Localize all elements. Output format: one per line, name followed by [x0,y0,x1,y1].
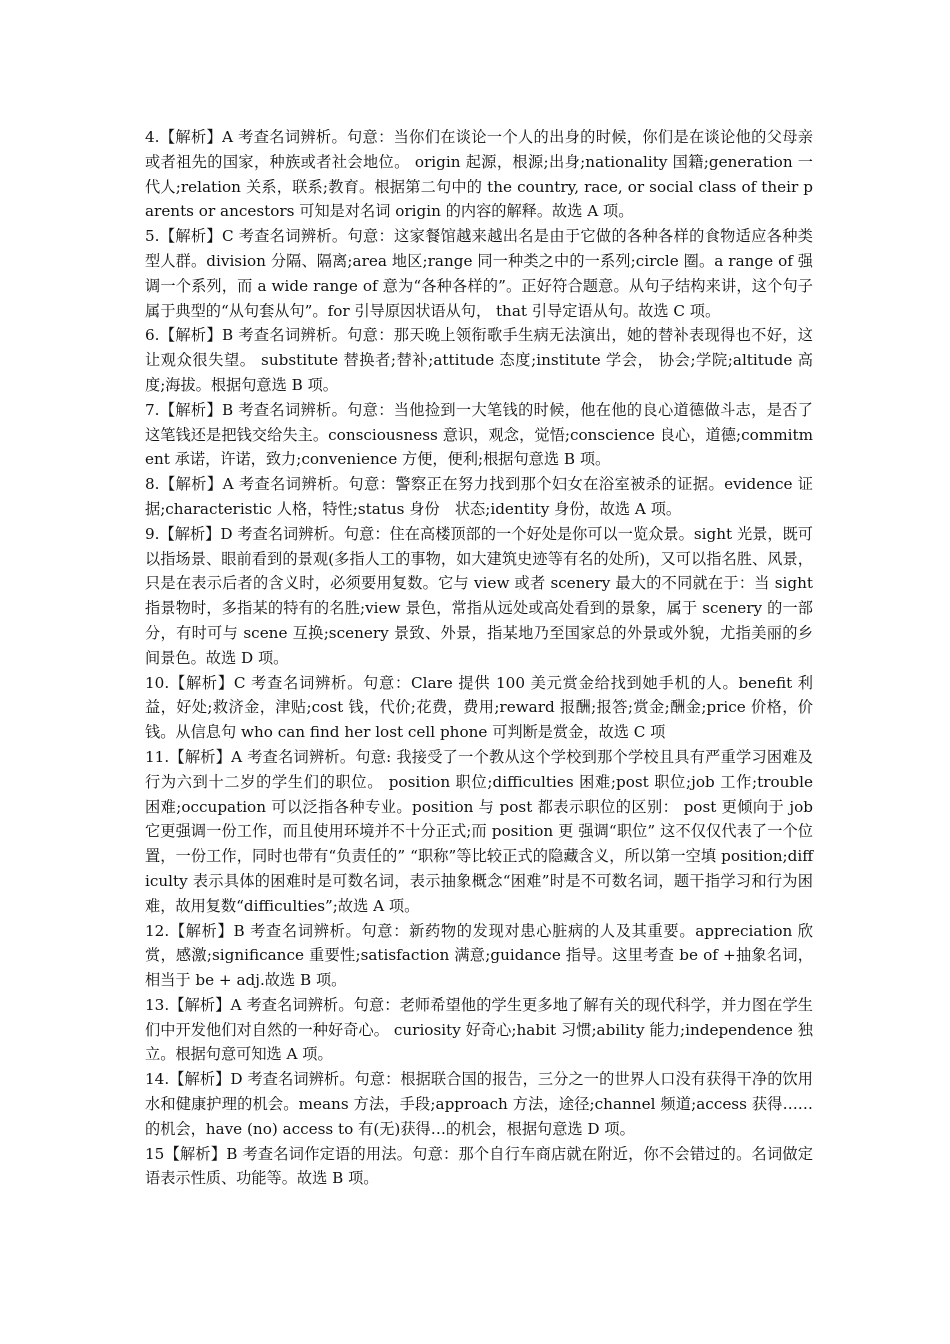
explanation-item-4: 4.【解析】A 考查名词辨析。句意：当你们在谈论一个人的出身的时候，你们是在谈论他的父母亲或者祖先的国家，种族或者社会地位。 origin 起源，根源;出身;nationality 国籍;generation 一代人;relation 关系，联系;教育。根据第二句中的 the country, race, or social class of their parents or ancestors 可知是对名词 origin 的内容的解释。故选 A 项。 [145,128,813,221]
explanation-item-10: 10.【解析】C 考查名词辨析。句意：Clare 提供 100 美元赏金给找到她手机的人。benefit 利益，好处;救济金，津贴;cost 钱，代价;花费，费用;reward 报酬;报答;赏金;酬金;price 价格，价钱。从信息句 who can find her lost cell phone 可判断是赏金，故选 C 项 [145,673,813,742]
explanation-item-15: 15【解析】B 考查名词作定语的用法。句意：那个自行车商店就在附近，你不会错过的。名词做定语表示性质、功能等。故选 B 项。 [145,1144,813,1188]
explanation-item-5: 5.【解析】C 考查名词辨析。句意：这家餐馆越来越出名是由于它做的各种各样的食物适应各种类型人群。division 分隔、隔离;area 地区;range 同一种类之中的一系列;circle 圈。a range of 强调一个系列，而 a wide range of 意为“各种各样的”。正好符合题意。从句子结构来讲，这个句子属于典型的“从句套从句”。for 引导原因状语从句， that 引导定语从句。故选 C 项。 [145,227,813,320]
explanation-item-11: 11.【解析】A 考查名词辨析。句意: 我接受了一个教从这个学校到那个学校且具有严重学习困难及行为六到十二岁的学生们的职位。 position 职位;difficulties 困难;post 职位;job 工作;trouble 困难;occupation 可以泛指各种专业。position 与 post 都表示职位的区别： post 更倾向于 job 它更强调一份工作，而且使用环境并不十分正式;而 position 更 强调“职位” 这不仅仅代表了一个位置，一份工作，同时也带有“负责任的” “职称”等比较正式的隐藏含义，所以第一空填 position;difficulty 表示具体的困难时是可数名词，表示抽象概念“困难”时是不可数名词，题干指学习和行为困难，故用复数“difficulties”;故选 A 项。 [145,747,813,915]
explanation-item-13: 13.【解析】A 考查名词辨析。句意：老师希望他的学生更多地了解有关的现代科学，并力图在学生们中开发他们对自然的一种好奇心。 curiosity 好奇心;habit 习惯;ability 能力;independence 独立。根据句意可知选 A 项。 [145,995,813,1064]
answer-explanations [145,125,813,1191]
explanation-item-9: 9.【解析】D 考查名词辨析。句意：住在高楼顶部的一个好处是你可以一览众景。sight 光景，既可以指场景、眼前看到的景观(多指人工的事物，如大建筑史迹等有名的处所)，又可以指名胜、风景，只是在表示后者的含义时，必须要用复数。它与 view 或者 scenery 最大的不同就在于：当 sight 指景物时，多指某的特有的名胜;view 景色，常指从远处或高处看到的景象，属于 scenery 的一部分，有时可与 scene 互换;scenery 景致、外景，指某地乃至国家总的外景或外貌，尤指美丽的乡间景色。故选 D 项。 [145,524,813,667]
explanation-item-8: 8.【解析】A 考查名词辨析。句意：警察正在努力找到那个妇女在浴室被杀的证据。evidence 证据;characteristic 人格，特性;status 身份 状态;identity 身份，故选 A 项。 [145,475,813,518]
explanation-item-7: 7.【解析】B 考查名词辨析。句意：当他捡到一大笔钱的时候，他在他的良心道德做斗志，是否了这笔钱还是把钱交给失主。consciousness 意识，观念，觉悟;conscience 良心，道德;commitment 承诺，许诺，致力;convenience 方便，便利;根据句意选 B 项。 [145,400,813,469]
explanation-item-6: 6.【解析】B 考查名词辨析。句意：那天晚上领衔歌手生病无法演出，她的替补表现得也不好，这让观众很失望。 substitute 替换者;替补;attitude 态度;institute 学会， 协会;学院;altitude 高度;海拔。根据句意选 B 项。 [145,326,813,394]
explanation-item-14: 14.【解析】D 考查名词辨析。句意：根据联合国的报告，三分之一的世界人口没有获得干净的饮用水和健康护理的机会。means 方法，手段;approach 方法，途径;channel 频道;access 获得……的机会，have (no) access to 有(无)获得…的机会，根据句意选 D 项。 [145,1070,813,1138]
explanation-item-12: 12.【解析】B 考查名词辨析。句意：新药物的发现对患心脏病的人及其重要。appreciation 欣赏，感激;significance 重要性;satisfaction 满意;guidance 指导。这里考查 be of +抽象名词，相当于 be + adj.故选 B 项。 [145,921,813,990]
